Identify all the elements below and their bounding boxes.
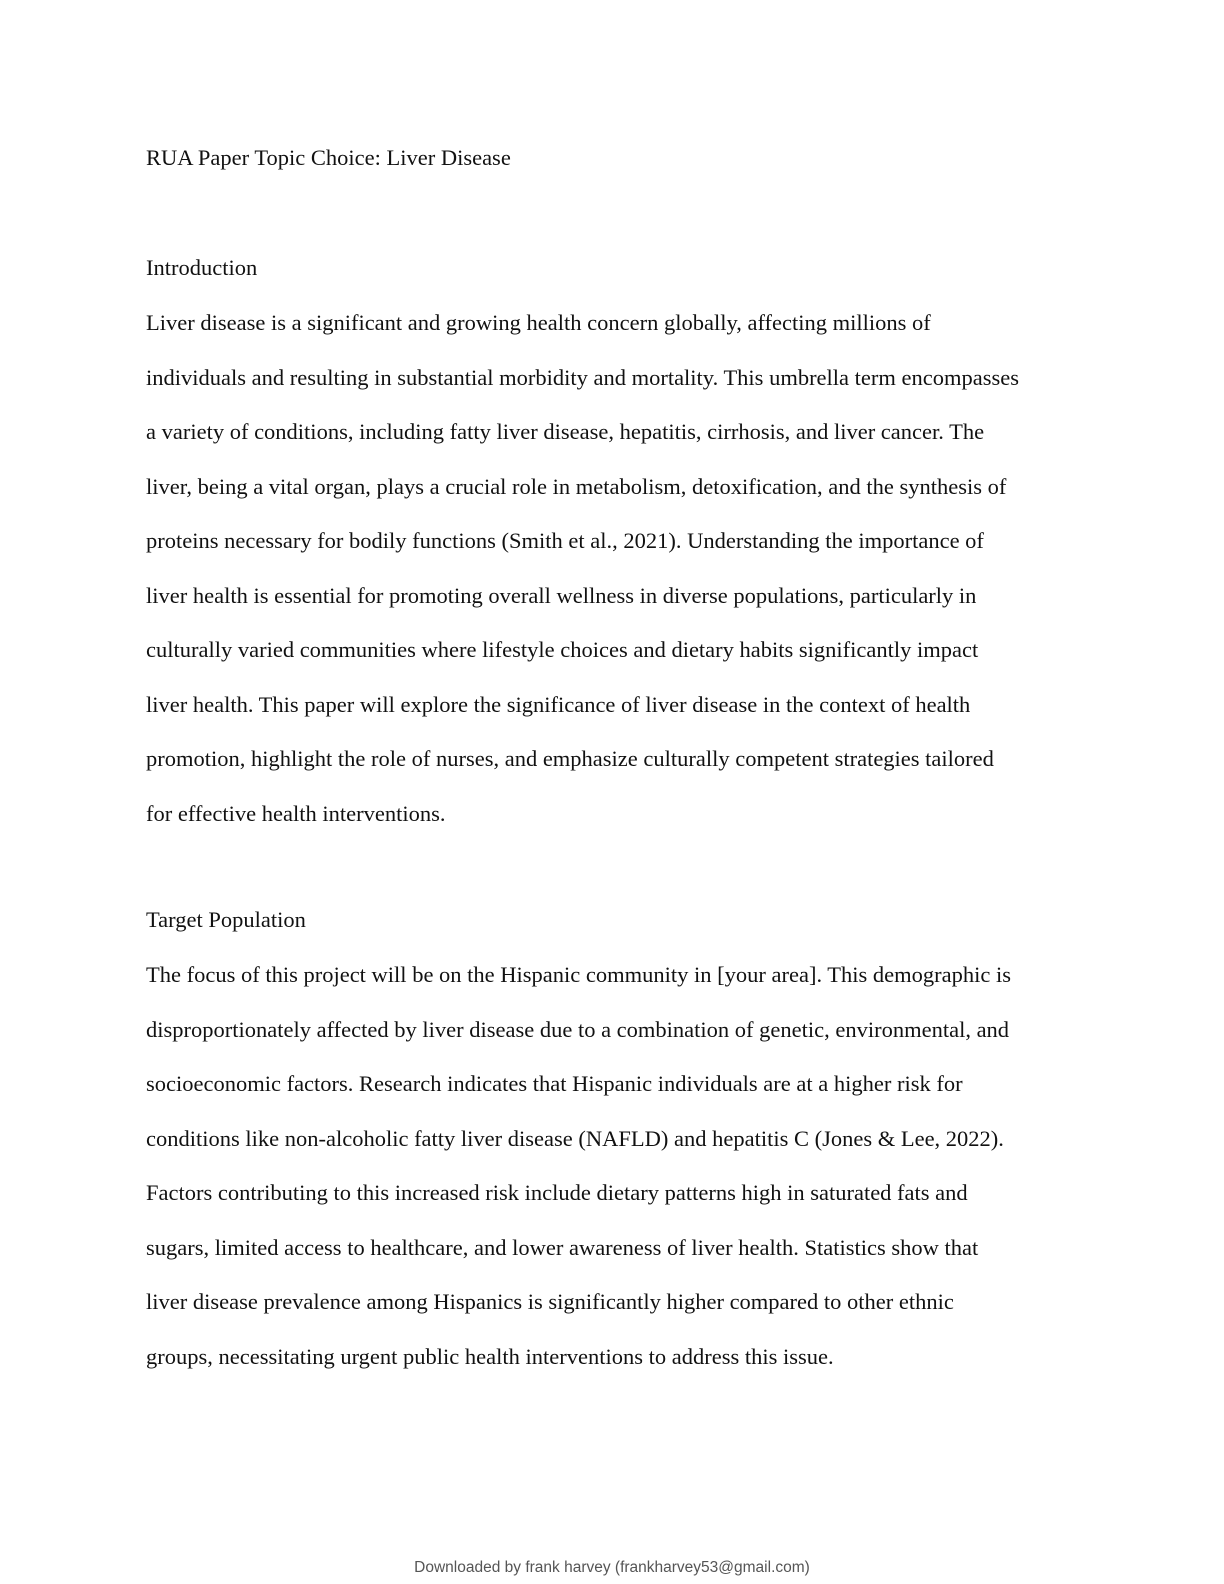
paragraph-line: for effective health interventions. [146,800,446,826]
paragraph-line: socioeconomic factors. Research indicates that Hispanic individuals are at a higher risk for [146,1071,963,1096]
paragraph-line: Factors contributing to this increased risk include dietary patterns high in saturated fats and [146,1180,968,1205]
paragraph-line: liver, being a vital organ, plays a crucial role in metabolism, detoxification, and the synthesis of [146,473,1007,499]
paragraph-line: liver health. This paper will explore the significance of liver disease in the context of health [146,691,971,717]
section-heading-target-population: Target Population [146,907,306,932]
paragraph-line: liver disease prevalence among Hispanics is significantly higher compared to other ethnic [146,1289,954,1314]
paragraph-line: a variety of conditions, including fatty liver disease, hepatitis, cirrhosis, and liver cancer. The [146,419,985,444]
introduction-paragraph [146,312,1086,857]
section-heading-introduction: Introduction [146,255,258,280]
paragraph-line: proteins necessary for bodily functions (Smith et al., 2021). Understanding the importance of [146,528,984,553]
paragraph-line: The focus of this project will be on the Hispanic community in [your area]. This demographic is [146,962,1011,987]
paragraph-line: individuals and resulting in substantial morbidity and mortality. This umbrella term encompasses [146,364,1019,390]
paragraph-line: liver health is essential for promoting overall wellness in diverse populations, particularly in [146,582,977,608]
paragraph-line: culturally varied communities where lifestyle choices and dietary habits significantly impact [146,637,979,662]
download-footer: Downloaded by frank harvey (frankharvey53@gmail.com) [414,1559,810,1576]
document-title: RUA Paper Topic Choice: Liver Disease [146,145,511,170]
paragraph-line: promotion, highlight the role of nurses, and emphasize culturally competent strategies tailored [146,746,994,771]
target-population-paragraph [146,964,1086,1400]
paragraph-line: groups, necessitating urgent public health interventions to address this issue. [146,1343,834,1369]
paragraph-line: sugars, limited access to healthcare, and lower awareness of liver health. Statistics show that [146,1234,979,1260]
paragraph-line: conditions like non-alcoholic fatty liver disease (NAFLD) and hepatitis C (Jones & Lee, 2022). [146,1125,1004,1151]
paragraph-line: Liver disease is a significant and growing health concern globally, affecting millions of [146,310,931,335]
paragraph-line: disproportionately affected by liver disease due to a combination of genetic, environmental, and [146,1016,1010,1042]
